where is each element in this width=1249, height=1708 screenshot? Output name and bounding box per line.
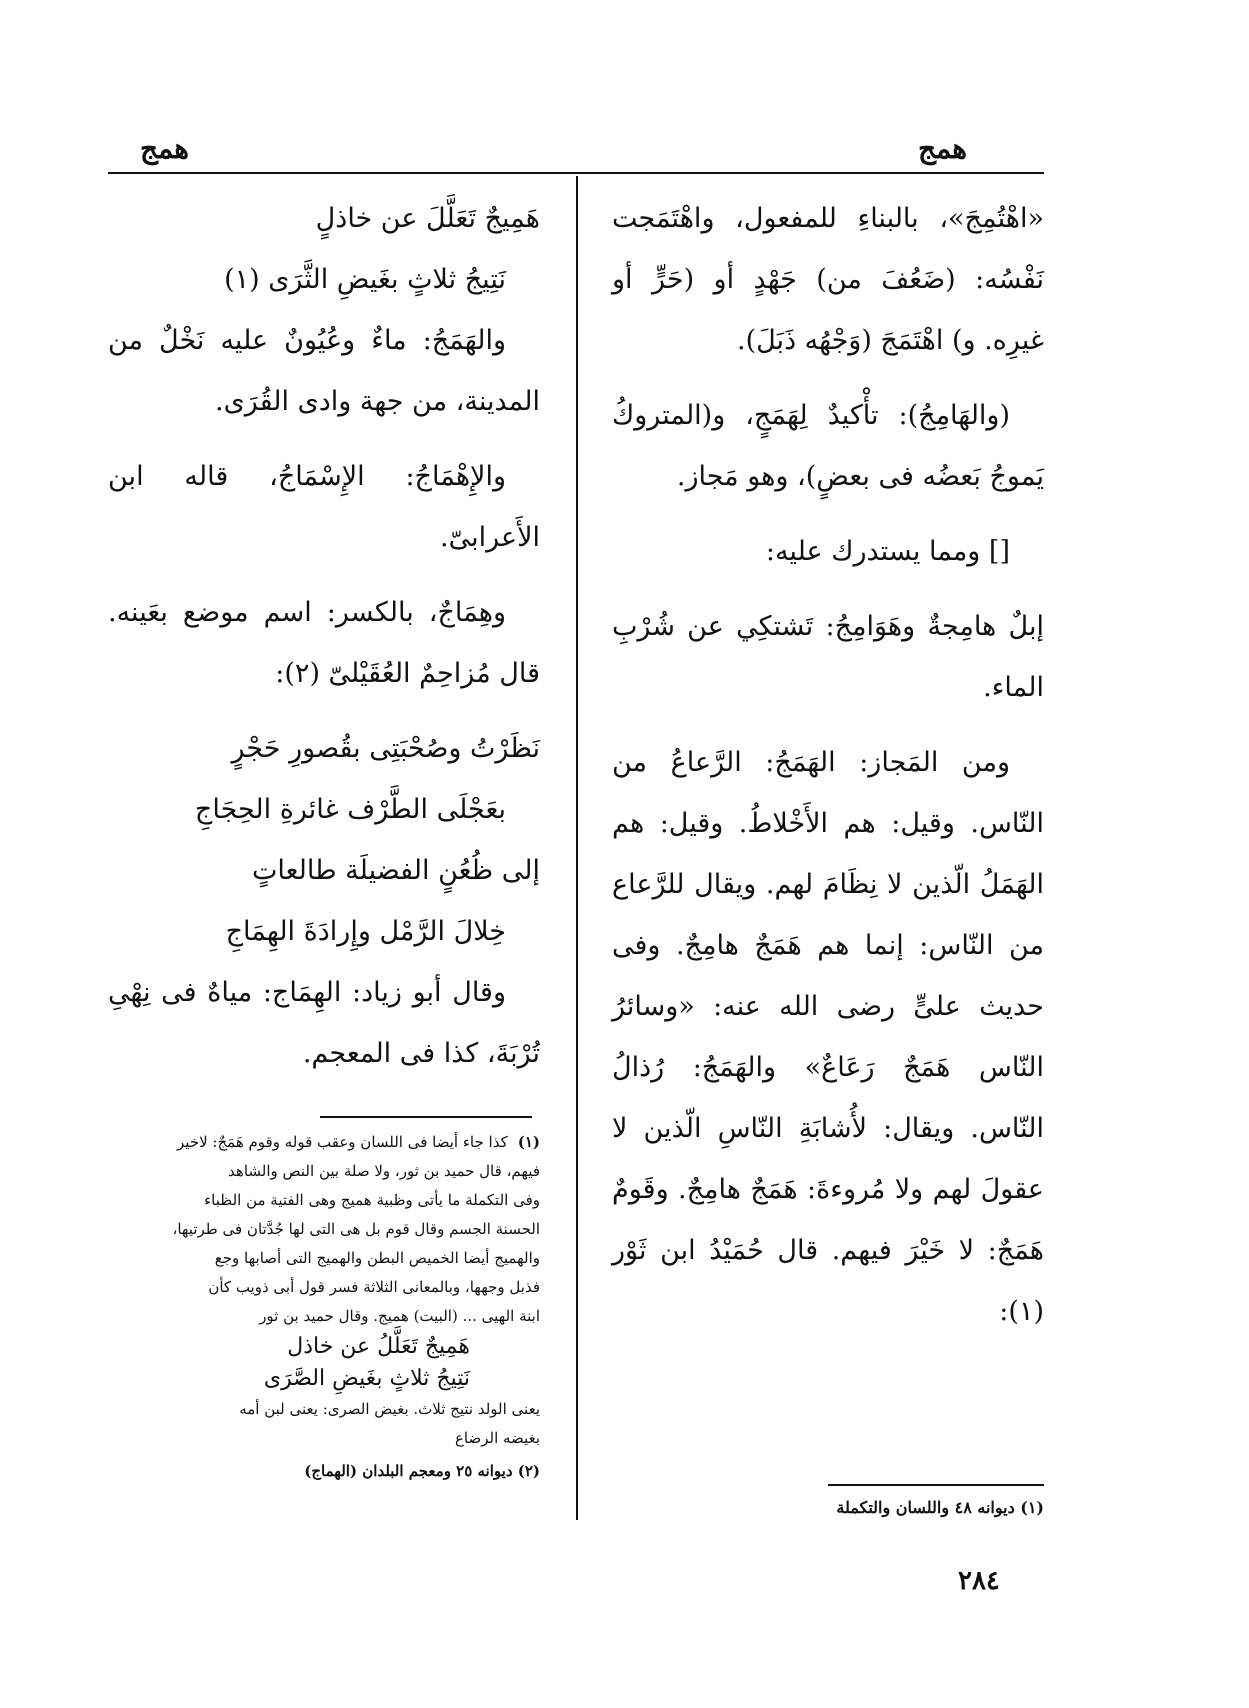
running-head-left: همج [140,132,190,165]
entry-paragraph: وقال أبو زياد: الهِمَاج: مياهٌ فى نِهْىِ تُرْبَةَ، كذا فى المعجم. [108,977,540,1069]
footnote-line: بغيضه الرضاع [454,1429,540,1447]
entry-paragraph: وهِمَاجٌ، بالكسر: اسم موضع بعَينه. قال مُزاحِمٌ العُقَيْلىّ (٢): [108,597,540,689]
footnote-line: (٢) ديوانه ٢٥ ومعجم البلدان (الهماج) [304,1462,540,1480]
entry-paragraph: والإِهْمَاجُ: الإِسْمَاجُ، قاله ابن الأَعرابىّ. [108,461,540,553]
footnote-line: يعنى الولد نتيج ثلاث. بغيض الصرى: يعنى لبن أمه [239,1400,540,1418]
footnote-line: والهميج أيضا الخميص البطن والهميج التى أصابها وجع [214,1249,540,1267]
footnote-line: ابنة الهيى ... (البيت) هميج. وقال حميد بن ثور [259,1307,540,1325]
footnote-right: (١) ديوانه ٤٨ واللسان والتكملة [836,1498,1044,1517]
header-rule [108,172,1044,174]
footnote-line: الحسنة الجسم وقال قوم بل هى التى لها جُدَّتان فى طرتيها، [172,1220,540,1238]
footnote-line: فيهم، قال حميد بن ثور، ولا صلة بين النص والشاهد [228,1162,540,1180]
entry-paragraph: [] ومما يستدرك عليه: [765,536,1010,567]
footnotes-left [100,1128,540,1486]
verse-line: هَمِيجٌ تَعَلَّلَ عن خاذلٍ [315,203,540,234]
page-number: ٢٨٤ [958,1566,1000,1596]
footnote-number: (١) [517,1133,540,1151]
verse-line: خِلالَ الرَّمْل وإِرادَةَ الهِمَاجِ [225,916,506,947]
footnote-line [100,1128,540,1157]
footnote-line: فذبل وجهها، وبالمعانى الثلاثة فسر قول أبى ذويب كأن [208,1278,540,1296]
column-divider [576,176,578,1520]
running-head-right: همج [918,132,968,165]
verse-line: نَتِيجُ ثلاثٍ بغَيضِ الثَّرَى (١) [224,264,506,295]
footnote-verse: نَتِيجُ ثلاثٍ بغَيضِ الصَّرَى [263,1366,470,1391]
verse-line: بعَجْلَى الطَّرْف غائرةِ الحِجَاجِ [194,794,506,825]
footnote-verse: هَمِيجٌ تَعَلَّلُ عن خاذل [287,1334,470,1359]
entry-paragraph: ومن المَجاز: الهَمَجُ: الرَّعاعُ من النّاس. وقيل: هم الأَخْلاطُ. وقيل: هم الهَمَلُ الّذين لا نِظَامَ لهم. ويقال للرَّعاع من النّاس: إنما هم هَمَجٌ هامِجٌ. وفى حديث علىٍّ رضى الله عنه: «وسائرُ النّاس هَمَجٌ رَعَاعٌ» والهَمَجُ: رُذالُ النّاس. ويقال: لأُشابَةِ النّاسِ الّذين لا عقولَ لهم ولا مُروءةَ: هَمَجٌ هامِجٌ. وقَومٌ هَمَجٌ: لا خَيْرَ فيهم. قال حُمَيْدُ ابن ثَوْر (١): [612,747,1044,1327]
footnote-line: وفى التكملة ما يأتى وظبية هميج وهى الفتية من الظباء [204,1191,540,1209]
verse-line: إلى ظُعُنٍ الفضيلَة طالعاتٍ [251,855,540,886]
right-column [612,188,1044,1356]
footnote-rule [828,1484,1044,1486]
footnote-rule [320,1116,532,1118]
footnote-text: كذا جاء أيضا فى اللسان وعقب قوله وقوم هَمَجٌ: لاخير [177,1133,508,1151]
verse-line: نَظَرْتُ وصُحْبَتِى بقُصورِ حَجْرٍ [231,733,540,764]
entry-paragraph: «اهْتُمِجَ»، بالبناءِ للمفعول، واهْتَمَجت نَفْسُه: (ضَعُفَ من) جَهْدٍ أو (حَرٍّ أو غيرِه. و) اهْتَمَجَ (وَجْهُه ذَبَلَ). [612,203,1044,356]
entry-paragraph: والهَمَجُ: ماءٌ وعُيُونٌ عليه نَخْلٌ من المدينة، من جهة وادى القُرَى. [108,325,540,417]
left-column [108,188,540,1098]
entry-paragraph: (والهَامِجُ): تأْكيدٌ لِهَمَجٍ، و(المتروكُ يَموجُ بَعضُه فى بعضٍ)، وهو مَجاز. [612,400,1044,492]
entry-paragraph: إبلٌ هامِجةٌ وهَوَامِجُ: تَشتكِي عن شُرْبِ الماء. [612,611,1044,703]
